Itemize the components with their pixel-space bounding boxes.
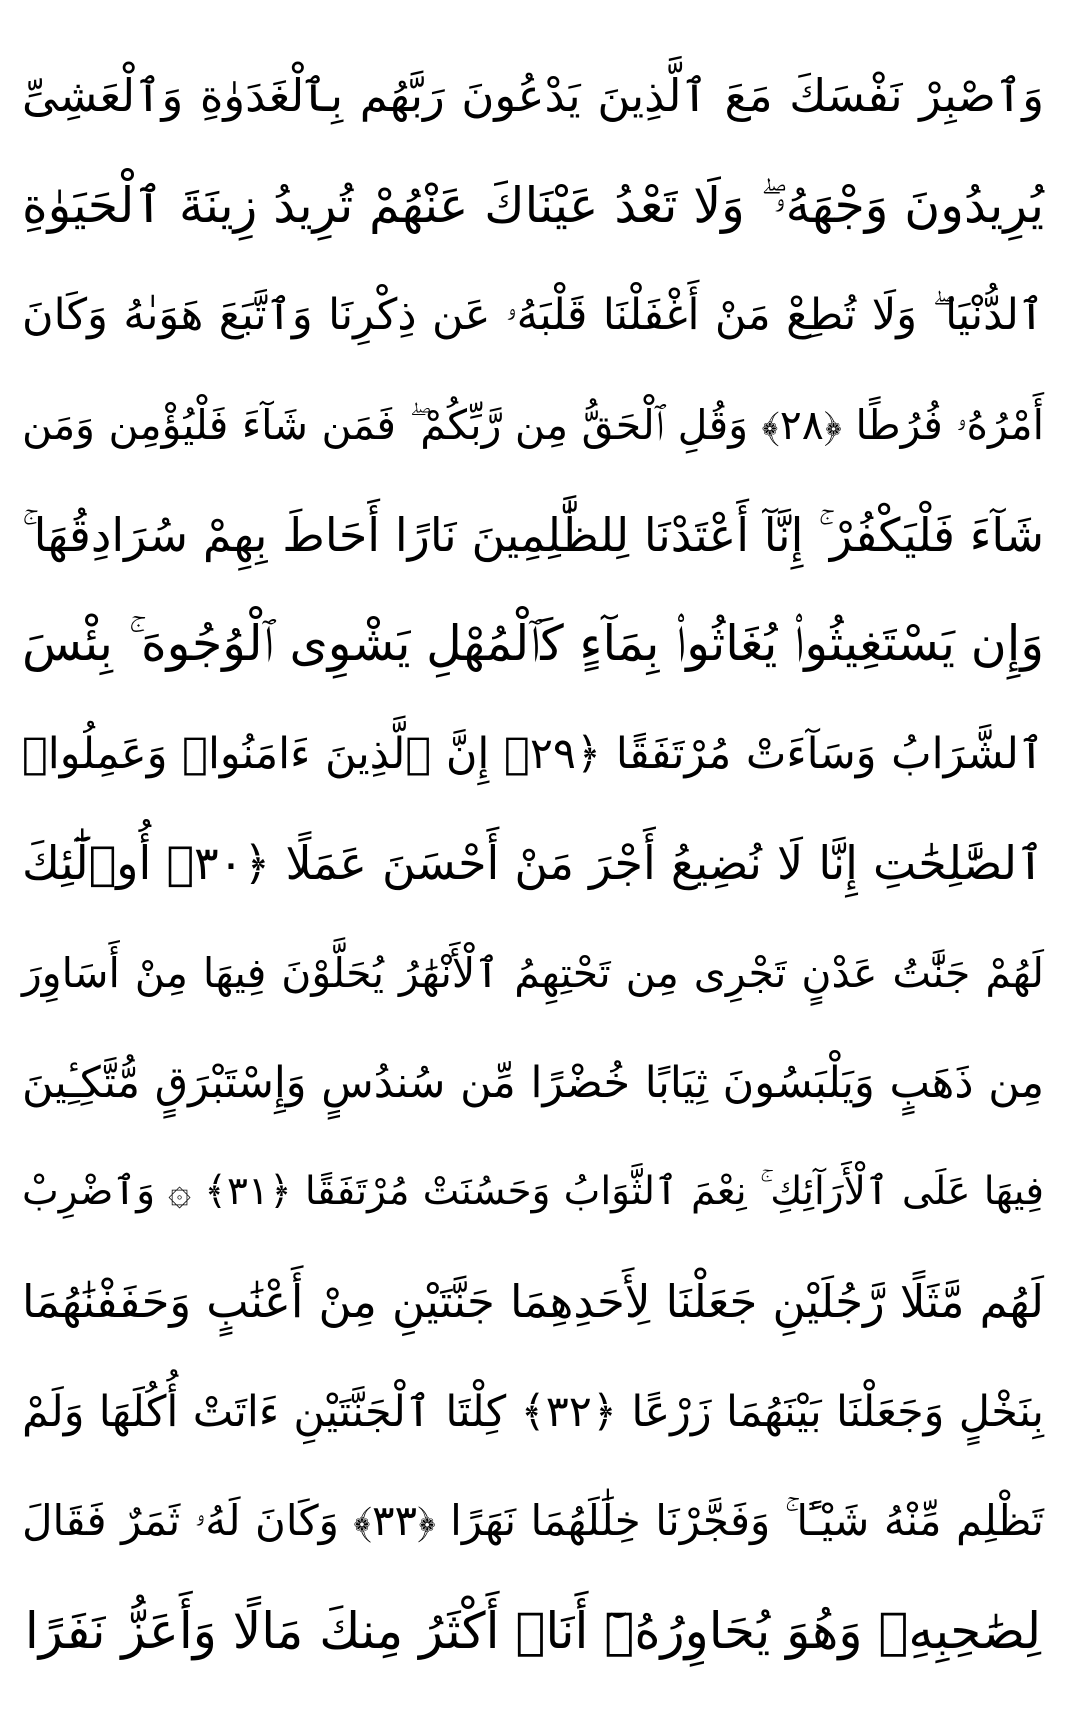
verse-line-8: ٱلصَّٰلِحَٰتِ إِنَّا لَا نُضِيعُ أَجْرَ مَنْ أَحْسَنَ عَمَلًا ﴿٣٠﴾ أُو۟لَٰٓئِكَ: [22, 836, 1044, 891]
verse-line-5: شَآءَ فَلْيَكْفُرْ ۚ إِنَّآ أَعْتَدْنَا لِلظَّٰلِمِينَ نَارًا أَحَاطَ بِهِمْ سُرَادِقُهَا ۚ: [22, 507, 1044, 562]
verse-line-3: ٱلدُّنْيَا ۖ وَلَا تُطِعْ مَنْ أَغْفَلْنَا قَلْبَهُۥ عَن ذِكْرِنَا وَٱتَّبَعَ هَوَىٰهُ وَكَانَ: [22, 290, 1044, 341]
verse-line-14: تَظْلِم مِّنْهُ شَيْـًٔا ۚ وَفَجَّرْنَا خِلَٰلَهُمَا نَهَرًا ﴿٣٣﴾ وَكَانَ لَهُۥ ثَمَرٌ فَقَالَ: [22, 1496, 1044, 1546]
verse-line-4: أَمْرُهُۥ فُرُطًا ﴿٢٨﴾ وَقُلِ ٱلْحَقُّ مِن رَّبِّكُمْ ۖ فَمَن شَآءَ فَلْيُؤْمِن وَمَن: [22, 400, 1045, 449]
verse-lines: [22, 48, 1044, 1679]
verse-line-11: فِيهَا عَلَى ٱلْأَرَآئِكِ ۚ نِعْمَ ٱلثَّوَابُ وَحَسُنَتْ مُرْتَفَقًا ﴿٣١﴾ ۞ وَٱضْرِبْ: [22, 1169, 1044, 1215]
verse-line-6: وَإِن يَسْتَغِيثُوا۟ يُغَاثُوا۟ بِمَآءٍ كَٱلْمُهْلِ يَشْوِى ٱلْوُجُوهَ ۚ بِئْسَ: [22, 615, 1044, 673]
verse-line-9: لَهُمْ جَنَّٰتُ عَدْنٍ تَجْرِى مِن تَحْتِهِمُ ٱلْأَنْهَٰرُ يُحَلَّوْنَ فِيهَا مِنْ أَسَاوِرَ: [22, 949, 1044, 998]
verse-line-1: وَٱصْبِرْ نَفْسَكَ مَعَ ٱلَّذِينَ يَدْعُونَ رَبَّهُم بِٱلْغَدَوٰةِ وَٱلْعَشِىِّ: [22, 69, 1044, 122]
verse-line-15: لِصَٰحِبِهِۦ وَهُوَ يُحَاوِرُهُۥٓ أَنَا۠ أَكْثَرُ مِنكَ مَالًا وَأَعَزُّ نَفَرًا: [24, 1601, 1042, 1660]
verse-line-13: بِنَخْلٍ وَجَعَلْنَا بَيْنَهُمَا زَرْعًا ﴿٣٢﴾ كِلْتَا ٱلْجَنَّتَيْنِ ءَاتَتْ أُكُلَهَا وَلَمْ: [22, 1386, 1045, 1437]
verse-line-10: مِن ذَهَبٍ وَيَلْبَسُونَ ثِيَابًا خُضْرًا مِّن سُندُسٍ وَإِسْتَبْرَقٍ مُّتَّكِـِٔينَ: [22, 1057, 1044, 1108]
verse-line-12: لَهُم مَّثَلًا رَّجُلَيْنِ جَعَلْنَا لِأَحَدِهِمَا جَنَّتَيْنِ مِنْ أَعْنَٰبٍ وَحَفَفْنَٰهُمَا: [22, 1275, 1044, 1329]
verse-line-2: يُرِيدُونَ وَجْهَهُۥ ۖ وَلَا تَعْدُ عَيْنَاكَ عَنْهُمْ تُرِيدُ زِينَةَ ٱلْحَيَوٰةِ: [22, 176, 1044, 234]
verse-line-7: ٱلشَّرَابُ وَسَآءَتْ مُرْتَفَقًا ﴿٢٩﴾ إِنَّ ٱلَّذِينَ ءَامَنُوا۟ وَعَمِلُوا۟: [22, 728, 1044, 779]
